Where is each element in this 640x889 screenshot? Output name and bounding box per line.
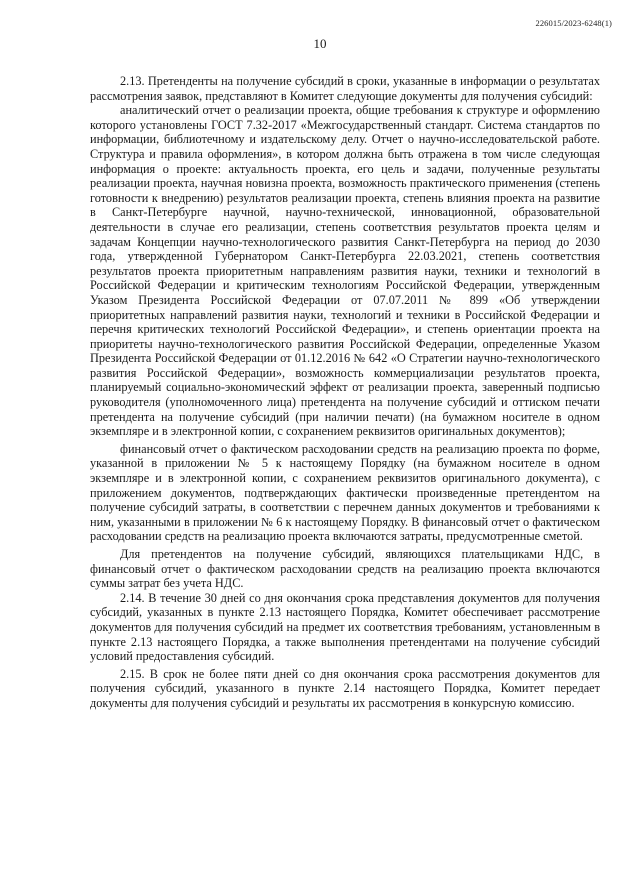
paragraph-vat-payers: Для претендентов на получение субсидий, являющихся плательщиками НДС, в финансовый отчет о фактическом расходовании средств на реализацию проекта включаются суммы затрат без учета НДС. (90, 547, 600, 591)
paragraph-2-13: 2.13. Претенденты на получение субсидий в сроки, указанные в информации о результатах рассмотрения заявок, представляют в Комитет следующие документы для получения субсидий: (90, 74, 600, 103)
paragraph-2-14: 2.14. В течение 30 дней со дня окончания срока представления документов для получения субсидий, указанных в пункте 2.13 настоящего Порядка, Комитет обеспечивает рассмотрение документов для получения субсидий на предмет их соответствия требованиям, установленным в пункте 2.13 настоящего Порядка, а также выполнения претендентами на получение субсидий условий предоставления субсидий. (90, 590, 600, 664)
paragraph-2-15: 2.15. В срок не более пяти дней со дня окончания срока рассмотрения документов для получения субсидий, указанного в пункте 2.14 настоящего Порядка, Комитет передает документы для получения субсидий и результаты их рассмотрения в конкурсную комиссию. (90, 666, 600, 710)
page-number: 10 (313, 36, 327, 51)
document-id: 226015/2023-6248(1) (535, 18, 612, 28)
paragraph-financial-report: финансовый отчет о фактическом расходовании средств на реализацию проекта по форме, указанной в приложении № 5 к настоящему Порядку (на бумажном носителе в одном экземпляре и в электронной копии, с сохранением реквизитов оригинального документа), с приложением документов, подтверждающих фактически произведенные претендентом на получение субсидий затраты, в соответствии с перечнем данных документов и требованиями к ним, указанными в приложении № 6 к настоящему Порядку. В финансовый отчет о фактическом расходовании средств на реализацию проекта включаются затраты, предусмотренные сметой. (90, 441, 600, 544)
paragraph-analytical-report: аналитический отчет о реализации проекта, общие требования к структуре и оформлению которого установлены ГОСТ 7.32-2017 «Межгосударственный стандарт. Система стандартов по информации, библиотечному и издательскому делу. Отчет о научно-исследовательской работе. Структура и правила оформления», в котором должна быть отражена в том числе следующая информация о проекте: актуальность проекта, его цель и задачи, полученные результаты реализации проекта, научная новизна проекта, возможность практического применения (степень готовности к внедрению) результатов реализации проекта, степень влияния проекта на развитие в Санкт-Петербурге научной, научно-технической, инновационной, образовательной деятельности в случае его реализации, степень соответствия результатов проекта целям и задачам Концепции научно-технологического развития Санкт-Петербурга на период до 2030 года, утвержденной Губернатором Санкт-Петербурга 22.03.2021, степень соответствия результатов проекта приоритетным направлениям развития науки, техники и технологий в Российской Федерации и критическим технологиям Российской Федерации, утвержденным Указом Президента Российской Федерации от 07.07.2011 № 899 «Об утверждении приоритетных направлений развития науки, технологий и техники в Российской Федерации и перечня критических технологий Российской Федерации», и степень ориентации проекта на приоритеты научно-технологического развития Российской Федерации, определенные Указом Президента Российской Федерации от 01.12.2016 № 642 «О Стратегии научно-технологического развития Российской Федерации», возможность коммерциализации результатов проекта, планируемый социально-экономический эффект от реализации проекта, заверенный подписью руководителя (уполномоченного лица) претендента на получение субсидий и оттиском печати претендента на получение субсидий (при наличии печати) (на бумажном носителе в одном экземпляре и в электронной копии, с сохранением реквизитов оригинальных документов); (90, 103, 600, 439)
document-body (90, 74, 600, 711)
